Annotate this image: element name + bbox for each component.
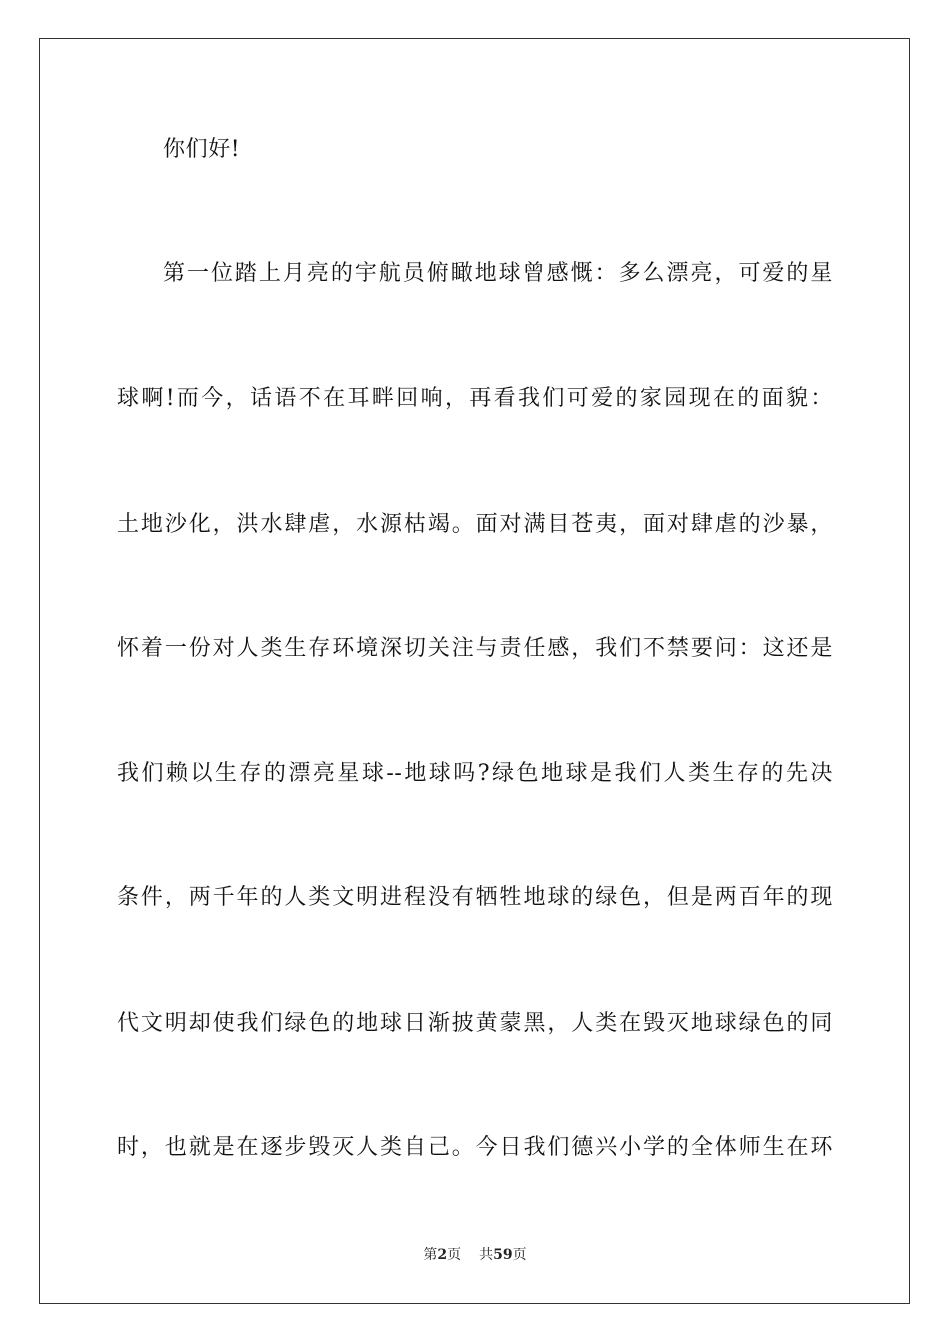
paragraph-line-3: 土地沙化，洪水肆虐，水源枯竭。面对满目苍夷，面对肆虐的沙暴， (117, 512, 833, 537)
page-footer (0, 1246, 950, 1264)
paragraph-line-2: 球啊!而今，话语不在耳畔回响，再看我们可爱的家园现在的面貌： (117, 386, 833, 411)
paragraph-line-6: 条件，两千年的人类文明进程没有牺牲地球的绿色，但是两百年的现 (117, 885, 833, 910)
paragraph-line-8: 时，也就是在逐步毁灭人类自己。今日我们德兴小学的全体师生在环 (117, 1135, 833, 1160)
total-suffix: 页 (512, 1247, 527, 1263)
paragraph-line-5: 我们赖以生存的漂亮星球--地球吗?绿色地球是我们人类生存的先决 (117, 761, 833, 786)
total-prefix: 共 (479, 1247, 494, 1263)
paragraph-line-1: 第一位踏上月亮的宇航员俯瞰地球曾感慨：多么漂亮，可爱的星 (163, 261, 833, 286)
greeting-line: 你们好! (163, 137, 241, 162)
page-frame (39, 38, 910, 1304)
paragraph-line-7: 代文明却使我们绿色的地球日渐披黄蒙黑，人类在毁灭地球绿色的同 (117, 1011, 833, 1036)
paragraph-line-4: 怀着一份对人类生存环境深切关注与责任感，我们不禁要问：这还是 (117, 636, 833, 661)
page-suffix: 页 (447, 1247, 462, 1263)
total-pages: 59 (493, 1247, 513, 1263)
page-number: 2 (437, 1247, 448, 1263)
page-prefix: 第 (423, 1247, 438, 1263)
